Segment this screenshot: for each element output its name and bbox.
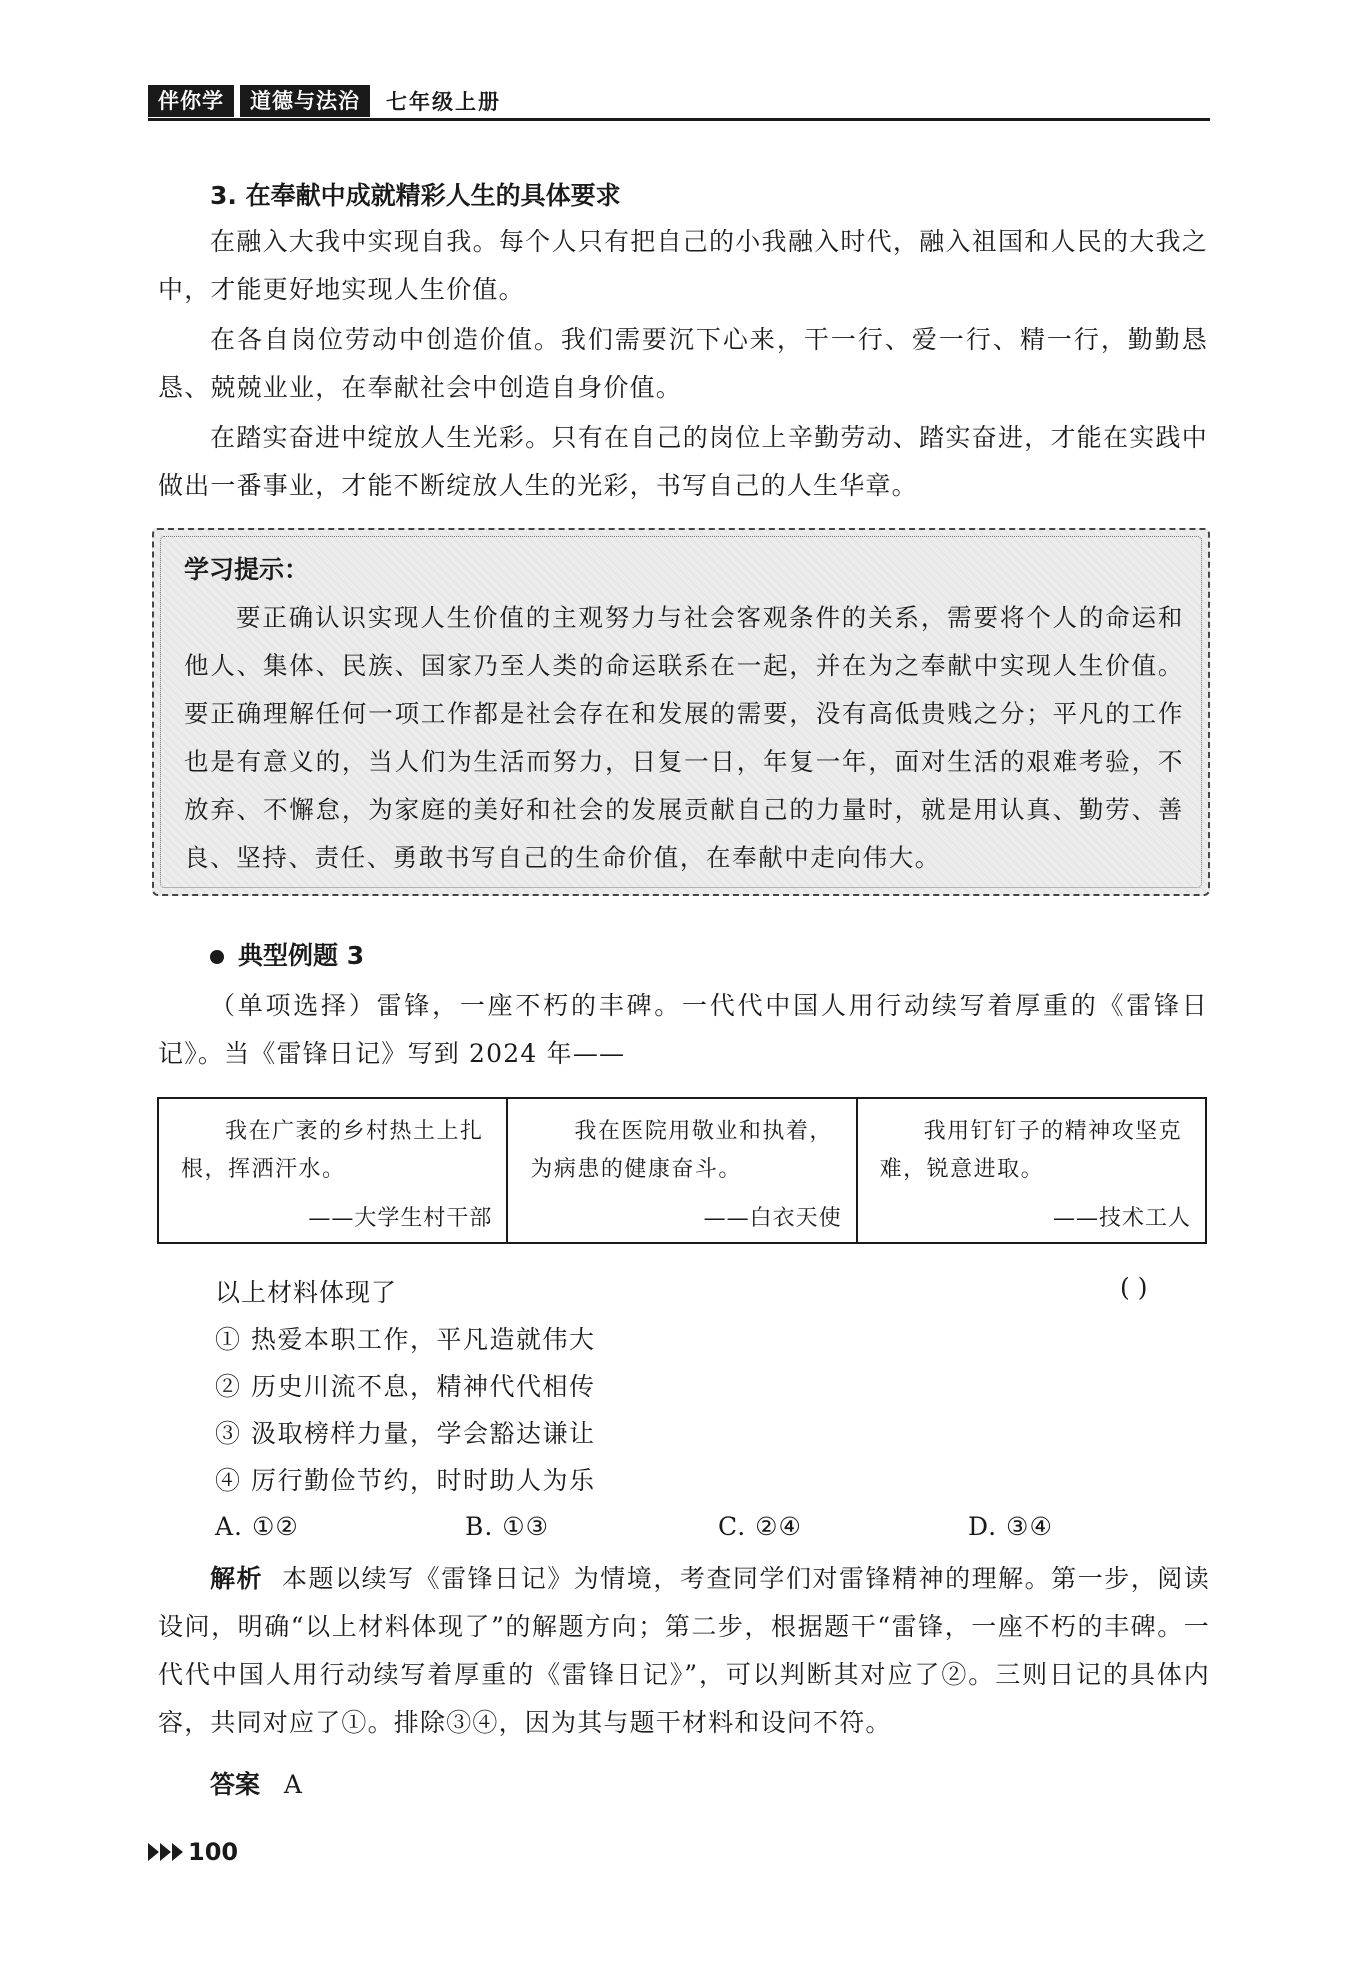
- example-heading-row: [210, 936, 364, 972]
- triple-chevron-icon: [148, 1843, 184, 1861]
- cell-source: ——大学生村干部: [308, 1206, 493, 1231]
- header-series: 伴你学: [148, 85, 234, 117]
- analysis-text: 本题以续写《雷锋日记》为情境，考查同学们对雷锋精神的理解。第一步，阅读设问，明确“以上材料体现了”的解题方向；第二步，根据题干“雷锋，一座不朽的丰碑。一代代中国人用行动续写着厚重的《雷锋日记》”，可以判断其对应了②。三则日记的具体内容，共同对应了①。排除③④，因为其与题干材料和设问不符。: [158, 1564, 1210, 1737]
- cell-text: 我在广袤的乡村热土上扎根，挥洒汗水。: [181, 1119, 484, 1182]
- tip-title: 学习提示：: [184, 555, 310, 584]
- header-grade: 七年级上册: [386, 90, 501, 114]
- example-heading: 典型例题 3: [238, 941, 365, 970]
- option-item: ② 历史川流不息，精神代代相传: [215, 1372, 596, 1401]
- header-rule: [148, 118, 1210, 121]
- choice-d: D. ③④: [968, 1512, 1053, 1541]
- cell-text: 我在医院用敬业和执着，为病患的健康奋斗。: [530, 1119, 833, 1182]
- table-cell: [159, 1099, 508, 1242]
- header-subject: 道德与法治: [240, 85, 370, 117]
- tip-body: 要正确认识实现人生价值的主观努力与社会客观条件的关系，需要将个人的命运和他人、集体、民族、国家乃至人类的命运联系在一起，并在为之奉献中实现人生价值。要正确理解任何一项工作都是社会存在和发展的需要，没有高低贵贱之分；平凡的工作也是有意义的，当人们为生活而努力，日复一日，年复一年，面对生活的艰难考验，不放弃、不懈怠，为家庭的美好和社会的发展贡献自己的力量时，就是用认真、勤劳、善良、坚持、责任、勇敢书写自己的生命价值，在奉献中走向伟大。: [184, 603, 1184, 872]
- cell-source: ——白衣天使: [703, 1206, 842, 1231]
- choice-a: A. ①②: [215, 1512, 299, 1541]
- table-cell: [508, 1099, 857, 1242]
- example-stem: （单项选择）雷锋，一座不朽的丰碑。一代代中国人用行动续写着厚重的《雷锋日记》。当《雷锋日记》写到 2024 年——: [158, 991, 1208, 1068]
- bullet-dot-icon: [210, 950, 224, 964]
- analysis-label: 解析: [210, 1564, 264, 1593]
- page-footer: [148, 1838, 238, 1866]
- option-item: ④ 厉行勤俭节约，时时助人为乐: [215, 1466, 596, 1495]
- paragraph-2: 在各自岗位劳动中创造价值。我们需要沉下心来，干一行、爱一行、精一行，勤勤恳恳、兢兢业业，在奉献社会中创造自身价值。: [158, 325, 1208, 402]
- option-item: ③ 汲取榜样力量，学会豁达谦让: [215, 1419, 596, 1448]
- option-item: ① 热爱本职工作，平凡造就伟大: [215, 1325, 596, 1354]
- paragraph-1: 在融入大我中实现自我。每个人只有把自己的小我融入时代，融入祖国和人民的大我之中，才能更好地实现人生价值。: [158, 227, 1208, 304]
- running-header: [148, 84, 501, 118]
- analysis-paragraph: [158, 1555, 1210, 1747]
- section-heading: 3. 在奉献中成就精彩人生的具体要求: [210, 181, 621, 210]
- cell-source: ——技术工人: [1052, 1206, 1191, 1231]
- answer-label: 答案: [210, 1770, 261, 1799]
- answer-value: A: [283, 1770, 302, 1799]
- study-tip-box: [152, 528, 1210, 896]
- choice-b: B. ①③: [465, 1512, 550, 1541]
- question-text: 以上材料体现了: [215, 1278, 398, 1307]
- answer-line: [210, 1765, 302, 1801]
- table-cell: [858, 1099, 1205, 1242]
- cell-text: 我用钉钉子的精神攻坚克难，锐意进取。: [879, 1119, 1183, 1182]
- answer-bracket: ( ): [1120, 1273, 1148, 1302]
- choice-c: C. ②④: [718, 1512, 802, 1541]
- paragraph-3: 在踏实奋进中绽放人生光彩。只有在自己的岗位上辛勤劳动、踏实奋进，才能在实践中做出一番事业，才能不断绽放人生的光彩，书写自己的人生华章。: [158, 423, 1208, 500]
- page-number: 100: [188, 1838, 239, 1866]
- diary-table: [157, 1097, 1207, 1244]
